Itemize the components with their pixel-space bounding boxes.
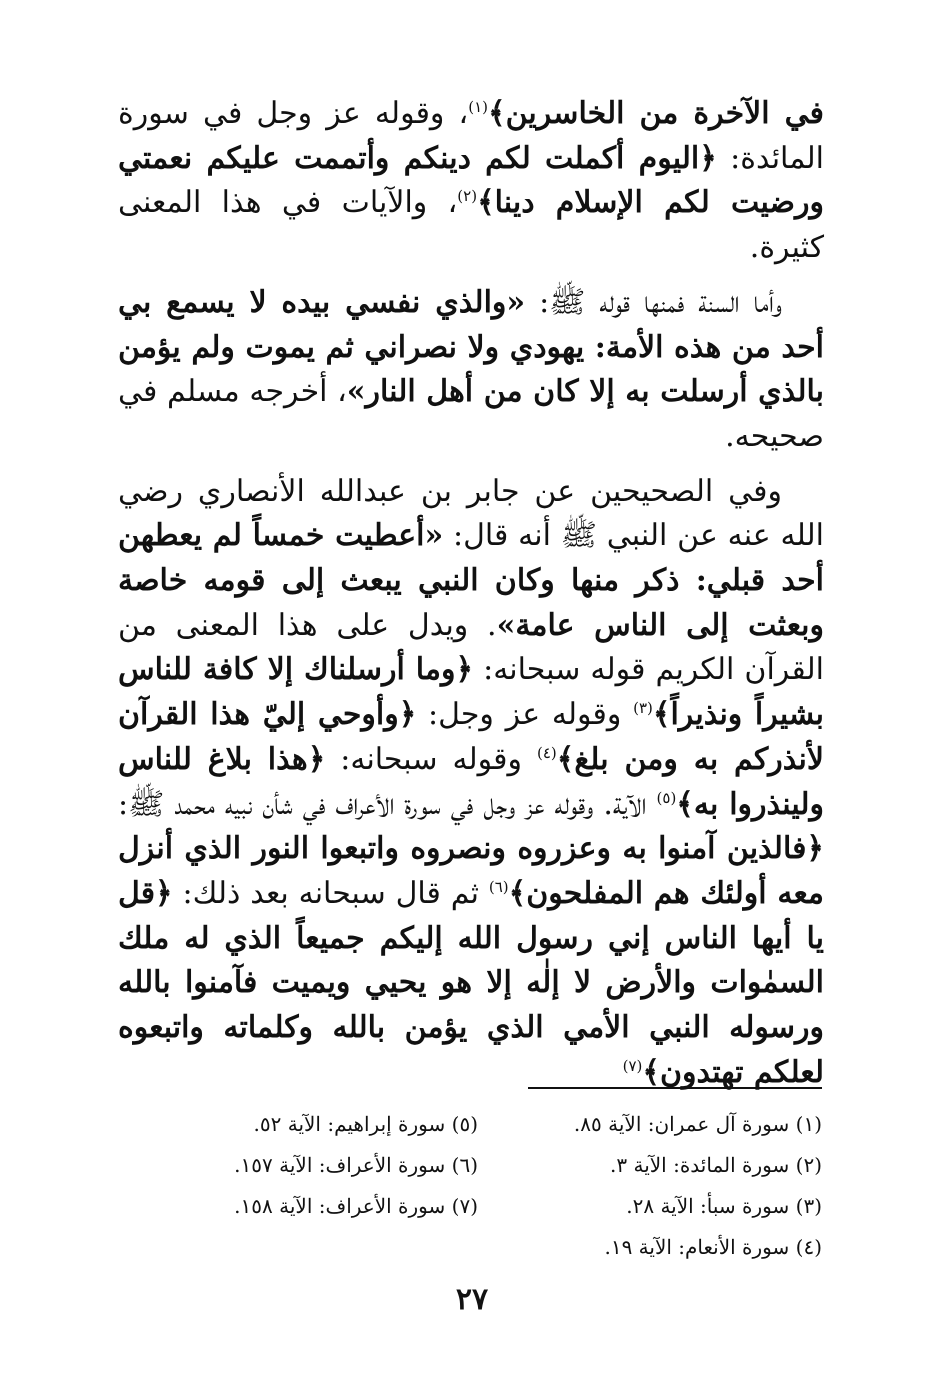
- footnote-item: (٧) سورة الأعراف: الآية ١٥٨.: [234, 1194, 478, 1218]
- footnote-divider: [528, 1087, 822, 1089]
- text-span: الآية. وقوله عز وجل في سورة الأعراف في شأن نبيه محمد ﷺ:: [118, 786, 657, 822]
- footnote-marker: (٣): [633, 699, 653, 718]
- text-span: ثم قال سبحانه بعد ذلك:: [172, 875, 489, 911]
- footnotes-column-left: [218, 1104, 478, 1227]
- footnote-marker: (٤): [536, 743, 557, 762]
- paragraph-2: [118, 281, 824, 460]
- footnote-item: (٥) سورة إبراهيم: الآية ٥٢.: [253, 1112, 478, 1136]
- footnotes-column-right: [522, 1104, 822, 1268]
- quran-quote: في الآخرة من الخاسرين﴾: [487, 96, 824, 131]
- footnote-item: (٣) سورة سبأ: الآية ٢٨.: [626, 1194, 822, 1218]
- text-span: وأما السنة فمنها قوله ﷺ:: [525, 284, 782, 320]
- text-span: ، وقوله عز وجل في سورة المائدة:: [118, 96, 825, 176]
- paragraph-3: [118, 470, 824, 1096]
- page-number: ٢٧: [455, 1282, 489, 1317]
- footnote-item: (٢) سورة المائدة: الآية ٣.: [610, 1153, 822, 1177]
- quran-quote: ﴿وأوحي إليّ هذا القرآن لأنذركم به ومن بلغ﴾: [118, 697, 824, 777]
- main-text: [118, 92, 824, 1095]
- footnote-marker: (٧): [622, 1056, 643, 1075]
- footnote-item: (٤) سورة الأنعام: الآية ١٩.: [604, 1235, 822, 1259]
- text-span: وفي الصحيحين عن جابر بن عبدالله الأنصاري رضي الله عنه عن النبي ﷺ أنه قال:: [118, 473, 824, 554]
- footnote-marker: (٦): [488, 877, 509, 896]
- quran-quote: ﴿قل يا أيها الناس إني رسول الله إليكم جميعاً الذي له ملك السمٰوات والأرض لا إلٰه إلا هو يحيي ويميت فآمنوا بالله ورسوله النبي الأمي الذي يؤمن بالله وكلماته واتبعوه لعلكم تهتدون﴾: [118, 875, 824, 1090]
- paragraph-1: [118, 92, 824, 271]
- quran-quote: ﴿اليوم أكملت لكم دينكم وأتممت عليكم نعمتي ورضيت لكم الإسلام دينا﴾: [118, 140, 824, 221]
- footnote-item: (١) سورة آل عمران: الآية ٨٥.: [573, 1112, 822, 1136]
- footnote-marker: (٥): [656, 788, 677, 807]
- quran-quote: ﴿وما أرسلناك إلا كافة للناس بشيراً ونذيراً﴾: [118, 652, 824, 733]
- text-span: وقوله عز وجل:: [416, 697, 634, 733]
- text-span: وقوله سبحانه:: [325, 741, 537, 777]
- hadith-quote: «والذي نفسي بيده لا يسمع بي أحد من هذه الأمة: يهودي ولا نصراني ثم يموت ولم يؤمن بالذي أرسلت به إلا كان من أهل النار»: [118, 284, 824, 410]
- text-span: . ويدل على هذا المعنى من القرآن الكريم قوله سبحانه:: [118, 607, 824, 688]
- text-span: ، والآيات في هذا المعنى كثيرة.: [118, 185, 824, 266]
- text-span: ، أخرجه مسلم في صحيحه.: [118, 374, 824, 454]
- footnote-marker: (١): [468, 98, 488, 116]
- footnote-marker: (٢): [457, 187, 478, 206]
- hadith-quote: «أعطيت خمساً لم يعطهن أحد قبلي: ذكر منها وكان النبي يبعث إلى قومه خاصة وبعثت إلى الناس عامة»: [118, 518, 825, 643]
- quran-quote: ﴿فالذين آمنوا به وعزروه ونصروه واتبعوا النور الذي أنزل معه أولئك هم المفلحون﴾: [118, 831, 824, 911]
- quran-quote: ﴿هذا بلاغ للناس ولينذروا به﴾: [118, 741, 824, 822]
- footnote-item: (٦) سورة الأعراف: الآية ١٥٧.: [234, 1153, 478, 1177]
